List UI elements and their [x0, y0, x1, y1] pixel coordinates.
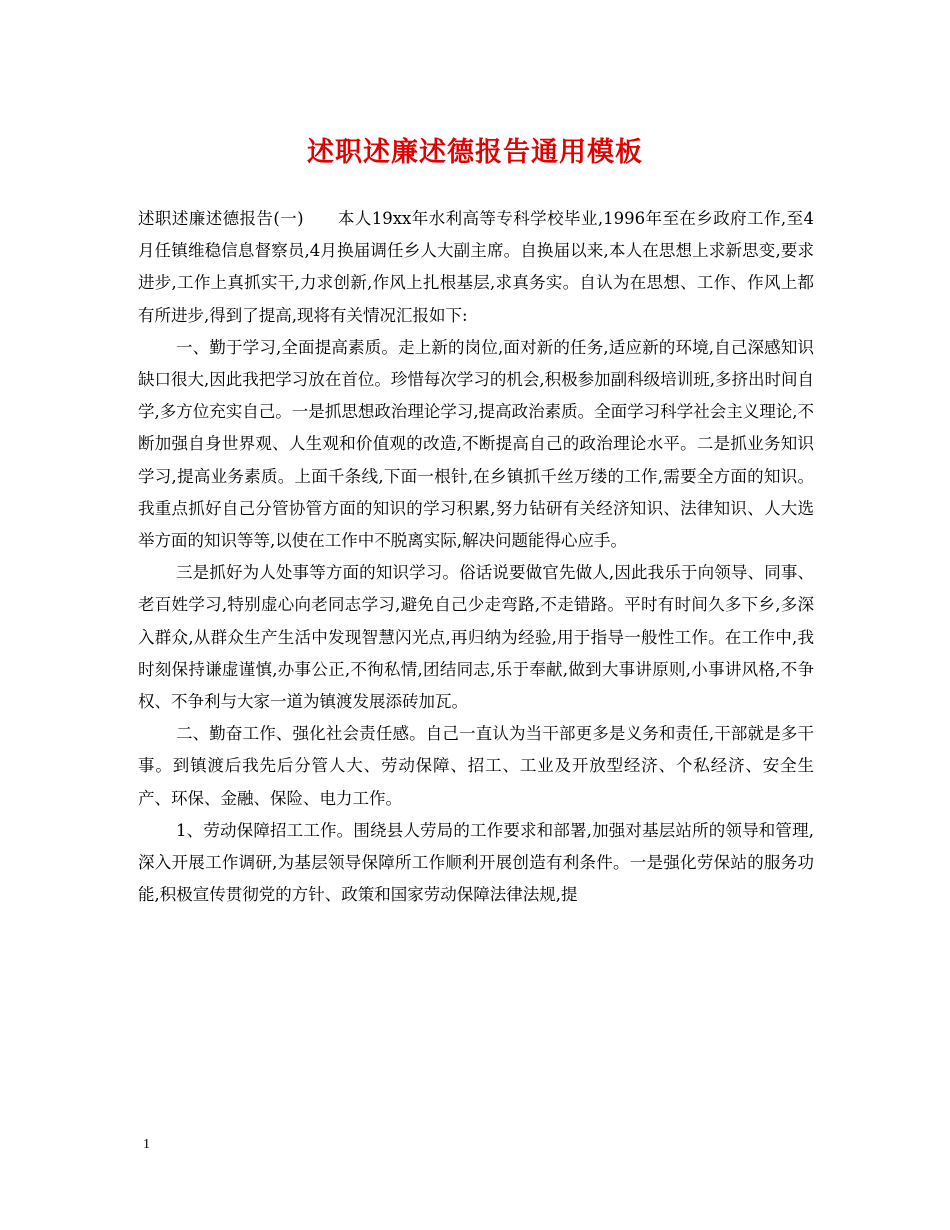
- paragraph-intro: 述职述廉述德报告(一) 本人19xx年水利高等专科学校毕业,1996年至在乡政府工作,至4月任镇维稳信息督察员,4月换届调任乡人大副主席。自换届以来,本人在思想上求新思变,要求进步,工作上真抓实干,力求创新,作风上扎根基层,求真务实。自认为在思想、工作、作风上都有所进步,得到了提高,现将有关情况汇报如下:: [138, 209, 814, 325]
- document-body: [138, 203, 814, 911]
- paragraph-conduct: 三是抓好为人处事等方面的知识学习。俗话说要做官先做人,因此我乐于向领导、同事、老百姓学习,特别虚心向老同志学习,避免自己少走弯路,不走错路。平时有时间久多下乡,多深入群众,从群众生产生活中发现智慧闪光点,再归纳为经验,用于指导一般性工作。在工作中,我时刻保持谦虚谨慎,办事公正,不徇私情,团结同志,乐于奉献,做到大事讲原则,小事讲风格,不争权、不争利与大家一道为镇渡发展添砖加瓦。: [138, 563, 814, 712]
- document-title: 述职述廉述德报告通用模板: [307, 137, 643, 168]
- paragraph-work: 二、勤奋工作、强化社会责任感。自己一直认为当干部更多是义务和责任,干部就是多干事。到镇渡后我先后分管人大、劳动保障、招工、工业及开放型经济、个私经济、安全生产、环保、金融、保险、电力工作。: [138, 724, 814, 808]
- paragraph-study: 一、勤于学习,全面提高素质。走上新的岗位,面对新的任务,适应新的环境,自己深感知识缺口很大,因此我把学习放在首位。珍惜每次学习的机会,积极参加副科级培训班,多挤出时间自学,多方位充实自己。一是抓思想政治理论学习,提高政治素质。全面学习科学社会主义理论,不断加强自身世界观、人生观和价值观的改造,不断提高自己的政治理论水平。二是抓业务知识学习,提高业务素质。上面千条线,下面一根针,在乡镇抓千丝万缕的工作,需要全方面的知识。我重点抓好自己分管协管方面的知识的学习积累,努力钻研有关经济知识、法律知识、人大选举方面的知识等等,以使在工作中不脱离实际,解决问题能得心应手。: [138, 337, 814, 551]
- page-number: 1: [143, 1137, 150, 1152]
- paragraph-labor: 1、劳动保障招工工作。围绕县人劳局的工作要求和部署,加强对基层站所的领导和管理,深入开展工作调研,为基层领导保障所工作顺利开展创造有利条件。一是强化劳保站的服务功能,积极宣传贯彻党的方针、政策和国家劳动保障法律法规,提: [138, 820, 814, 905]
